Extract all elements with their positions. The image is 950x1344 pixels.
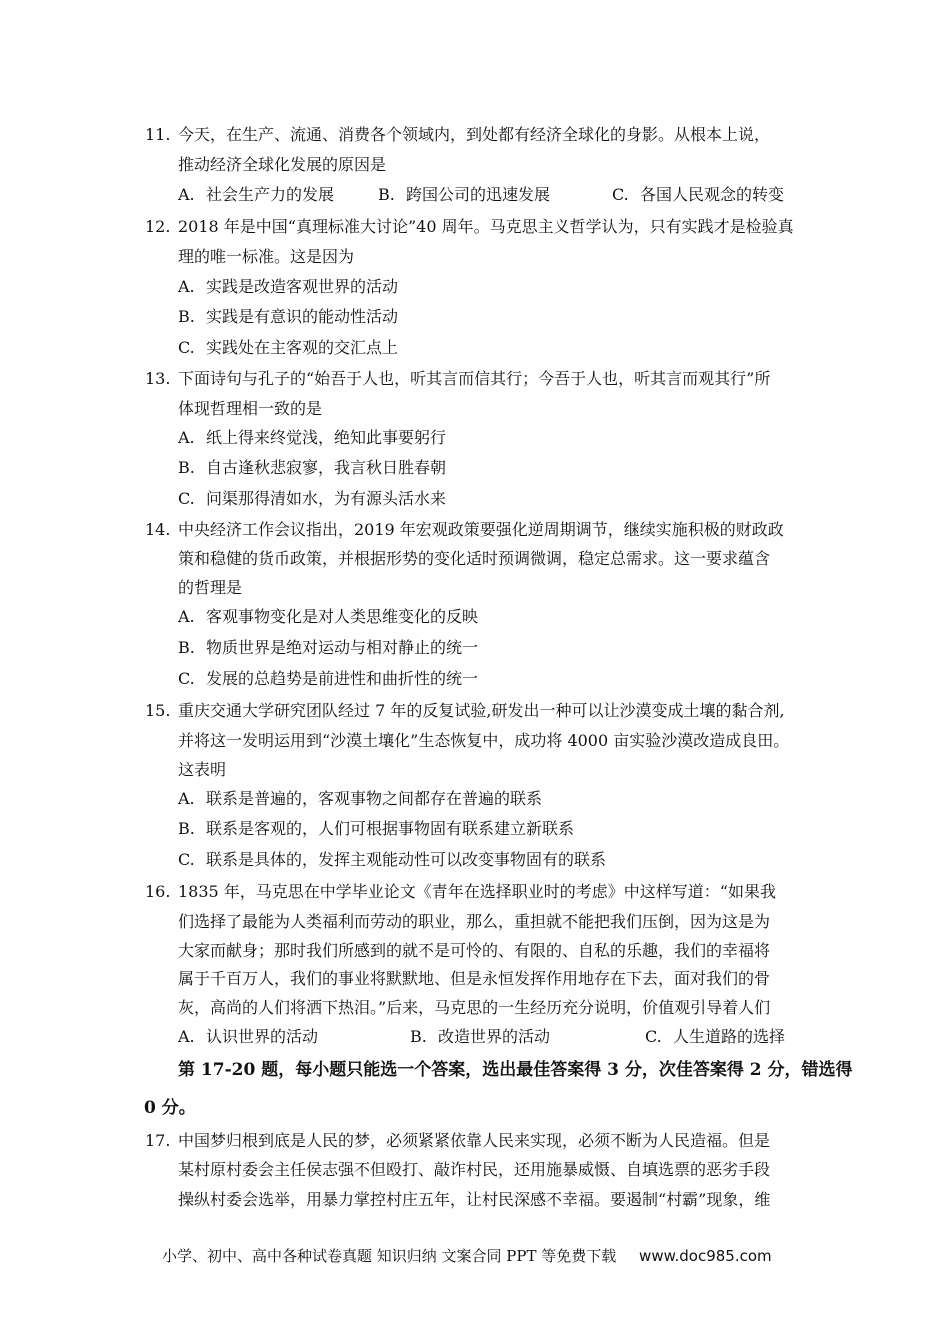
section-instruction: 0 分。 <box>144 1098 196 1118</box>
question-number: 15. <box>145 701 171 720</box>
option-c: C. 实践处在主客观的交汇点上 <box>178 338 399 357</box>
question-text: 们选择了最能为人类福利而劳动的职业，那么，重担就不能把我们压倒，因为这是为 <box>178 912 771 931</box>
option-c: C. 人生道路的选择 <box>645 1027 786 1046</box>
section-instruction: 第 17-20 题，每小题只能选一个答案，选出最佳答案得 3 分，次佳答案得 2 分，错选得 <box>178 1060 853 1080</box>
option-b: B. 实践是有意识的能动性活动 <box>178 307 399 326</box>
question-text: 今天，在生产、流通、消费各个领域内，到处都有经济全球化的身影。从根本上说， <box>178 125 771 144</box>
option-b: B. 物质世界是绝对运动与相对静止的统一 <box>178 638 479 657</box>
option-a: A. 联系是普遍的，客观事物之间都存在普遍的联系 <box>178 789 543 808</box>
page-footer <box>162 1245 772 1266</box>
option-b: B. 跨国公司的迅速发展 <box>378 185 551 204</box>
question-text: 中国梦归根到底是人民的梦，必须紧紧依靠人民来实现，必须不断为人民造福。但是 <box>178 1131 771 1150</box>
question-number: 11. <box>145 125 171 144</box>
footer-text: 小学、初中、高中各种试卷真题 知识归纳 文案合同 PPT 等免费下载 <box>162 1247 617 1265</box>
option-c: C. 发展的总趋势是前进性和曲折性的统一 <box>178 669 479 688</box>
option-a: A. 社会生产力的发展 <box>178 185 335 204</box>
option-a: A. 实践是改造客观世界的活动 <box>178 277 399 296</box>
question-text: 2018 年是中国“真理标准大讨论”40 周年。马克思主义哲学认为，只有实践才是检验真 <box>178 217 794 236</box>
question-text: 理的唯一标准。这是因为 <box>178 247 355 266</box>
question-text: 体现哲理相一致的是 <box>178 399 323 418</box>
question-text: 大家而献身；那时我们所感到的就不是可怜的、有限的、自私的乐趣，我们的幸福将 <box>178 941 771 960</box>
question-text: 的哲理是 <box>178 578 243 597</box>
question-text: 策和稳健的货币政策，并根据形势的变化适时预调微调，稳定总需求。这一要求蕴含 <box>178 549 771 568</box>
question-text: 1835 年，马克思在中学毕业论文《青年在选择职业时的考虑》中这样写道：“如果我 <box>178 882 776 901</box>
question-number: 13. <box>145 369 171 388</box>
question-number: 16. <box>145 882 171 901</box>
option-b: B. 自古逢秋悲寂寥，我言秋日胜春朝 <box>178 458 447 477</box>
option-c: C. 各国人民观念的转变 <box>612 185 785 204</box>
question-number: 12. <box>145 217 171 236</box>
question-number: 17. <box>145 1131 171 1150</box>
question-text: 某村原村委会主任侯志强不但殴打、敲诈村民，还用施暴威慑、自填选票的恶劣手段 <box>178 1160 771 1179</box>
question-text: 这表明 <box>178 760 227 779</box>
question-text: 下面诗句与孔子的“始吾于人也，听其言而信其行；今吾于人也，听其言而观其行”所 <box>178 369 771 388</box>
option-a: A. 纸上得来终觉浅，绝知此事要躬行 <box>178 428 447 447</box>
option-b: B. 联系是客观的，人们可根据事物固有联系建立新联系 <box>178 819 575 838</box>
question-text: 属于千百万人，我们的事业将默默地、但是永恒发挥作用地存在下去，面对我们的骨 <box>178 969 771 988</box>
question-text: 推动经济全球化发展的原因是 <box>178 155 387 174</box>
question-number: 14. <box>145 520 171 539</box>
option-a: A. 客观事物变化是对人类思维变化的反映 <box>178 607 479 626</box>
option-c: C. 联系是具体的，发挥主观能动性可以改变事物固有的联系 <box>178 850 607 869</box>
footer-link[interactable]: www.doc985.com <box>639 1247 772 1265</box>
question-text: 并将这一发明运用到“沙漠土壤化”生态恢复中，成功将 4000 亩实验沙漠改造成良田。 <box>178 731 790 750</box>
option-c: C. 问渠那得清如水，为有源头活水来 <box>178 489 447 508</box>
option-b: B. 改造世界的活动 <box>410 1027 551 1046</box>
question-text: 重庆交通大学研究团队经过 7 年的反复试验,研发出一种可以让沙漠变成土壤的黏合剂, <box>178 701 785 720</box>
question-text: 操纵村委会选举，用暴力掌控村庄五年，让村民深感不幸福。要遏制“村霸”现象，维 <box>178 1190 771 1209</box>
question-text: 灰，高尚的人们将洒下热泪。”后来，马克思的一生经历充分说明，价值观引导着人们 <box>178 998 771 1017</box>
option-a: A. 认识世界的活动 <box>178 1027 319 1046</box>
question-text: 中央经济工作会议指出，2019 年宏观政策要强化逆周期调节，继续实施积极的财政政 <box>178 520 784 539</box>
